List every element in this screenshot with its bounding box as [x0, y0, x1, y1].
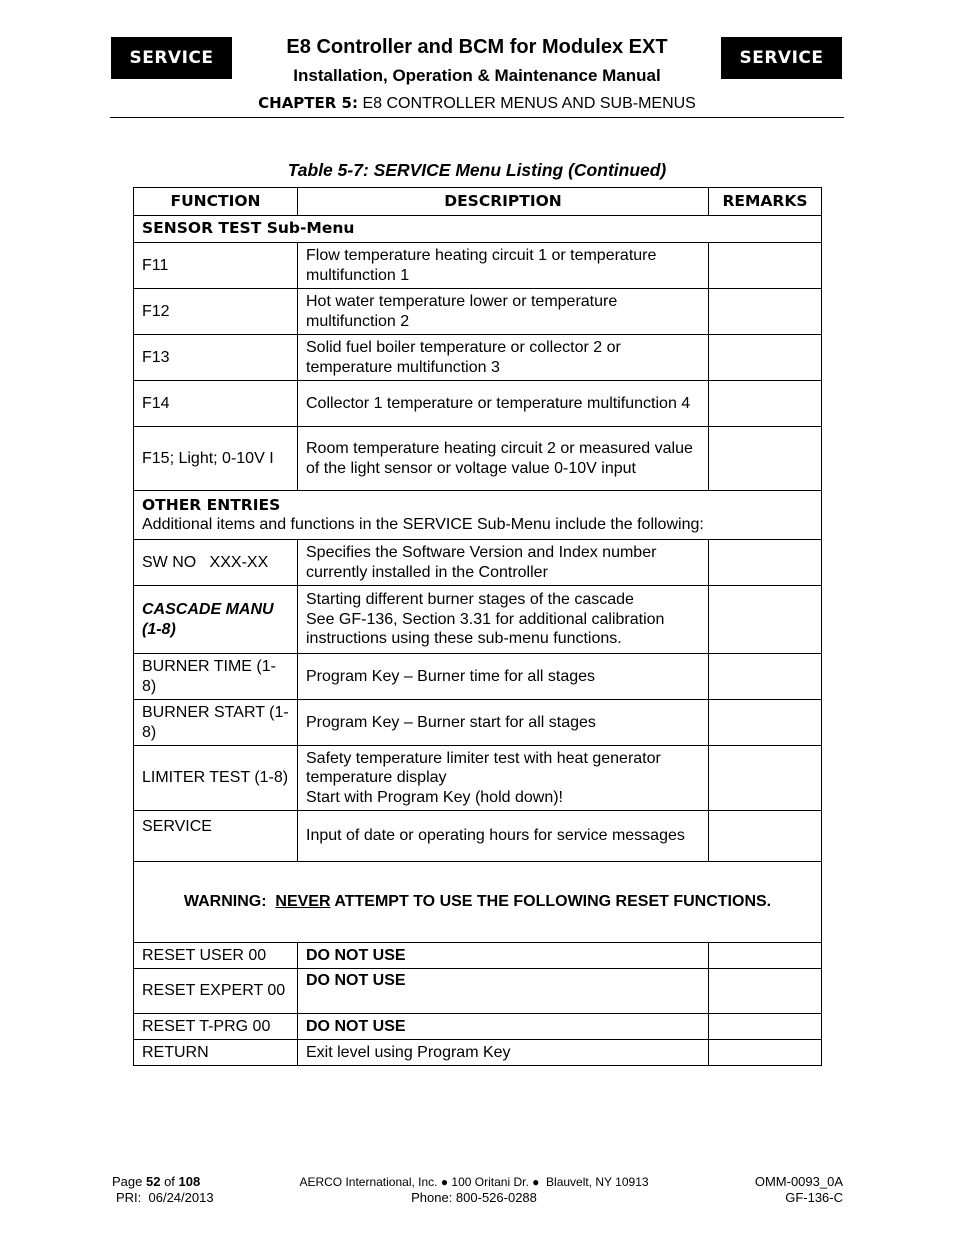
- table-row: [134, 969, 822, 1014]
- company-address: AERCO International, Inc. ● 100 Oritani Dr. ● Blauvelt, NY 10913: [299, 1175, 649, 1189]
- warning-cell: [134, 862, 822, 943]
- document-title: E8 Controller and BCM for Modulex EXT: [286, 36, 668, 58]
- remarks-cell: [709, 243, 822, 289]
- table-row: [134, 289, 822, 335]
- table-row: [134, 943, 822, 969]
- chapter-label: CHAPTER 5:: [258, 94, 358, 112]
- table-row: [134, 381, 822, 427]
- description-cell: [298, 586, 709, 654]
- remarks-cell: [709, 654, 822, 700]
- page-current: 52: [145, 1174, 161, 1189]
- limiter-instruction-line: Start with Program Key (hold down)!: [306, 788, 563, 806]
- service-badge-left: SERVICE: [111, 37, 232, 79]
- warning-emphasis: NEVER: [275, 893, 331, 911]
- remarks-cell: [709, 746, 822, 811]
- description-cell: Exit level using Program Key: [298, 1040, 709, 1066]
- table-caption: Table 5-7: SERVICE Menu Listing (Continued): [287, 160, 667, 180]
- warning-text: ATTEMPT TO USE THE FOLLOWING RESET FUNCTIONS.: [330, 893, 772, 911]
- remarks-cell: [709, 335, 822, 381]
- table-row: [134, 654, 822, 700]
- section-title-sensor-test: SENSOR TEST Sub-Menu: [134, 216, 822, 243]
- page-prefix: Page: [112, 1174, 146, 1189]
- table-row: [134, 700, 822, 746]
- function-cell: F13: [134, 335, 298, 381]
- page-total: 108: [178, 1174, 201, 1189]
- page-of: of: [160, 1174, 179, 1189]
- column-header-function: FUNCTION: [134, 188, 298, 216]
- function-cell: BURNER TIME (1-8): [134, 654, 298, 700]
- footer-doc-codes: [755, 1174, 843, 1206]
- function-cell: CASCADE MANU (1-8): [134, 586, 298, 654]
- table-row: [134, 335, 822, 381]
- table-row: [134, 746, 822, 811]
- table-row: [134, 540, 822, 586]
- function-cell: SERVICE: [134, 811, 298, 862]
- limiter-description-line: Safety temperature limiter test with heat generator temperature display: [306, 749, 661, 787]
- chapter-title: E8 CONTROLLER MENUS AND SUB-MENUS: [362, 95, 696, 112]
- function-cell: RESET USER 00: [134, 943, 298, 969]
- remarks-cell: [709, 943, 822, 969]
- function-cell: RETURN: [134, 1040, 298, 1066]
- service-menu-table: [133, 187, 822, 1066]
- remarks-cell: [709, 427, 822, 491]
- description-cell: Hot water temperature lower or temperature multifunction 2: [298, 289, 709, 335]
- function-cell: F11: [134, 243, 298, 289]
- section-title-other-entries: OTHER ENTRIES: [142, 495, 281, 514]
- description-cell: DO NOT USE: [298, 943, 709, 969]
- description-cell: Program Key – Burner start for all stages: [298, 700, 709, 746]
- description-cell: Collector 1 temperature or temperature multifunction 4: [298, 381, 709, 427]
- remarks-cell: [709, 1040, 822, 1066]
- table-row: [134, 427, 822, 491]
- function-cell: RESET T-PRG 00: [134, 1014, 298, 1040]
- table-row: [134, 243, 822, 289]
- document-code: OMM-0093_0A: [754, 1174, 843, 1189]
- column-header-remarks: REMARKS: [709, 188, 822, 216]
- description-cell: Program Key – Burner time for all stages: [298, 654, 709, 700]
- description-cell: Room temperature heating circuit 2 or measured value of the light sensor or voltage value 0-10V input: [298, 427, 709, 491]
- remarks-cell: [709, 381, 822, 427]
- remarks-cell: [709, 700, 822, 746]
- table-row: [134, 1040, 822, 1066]
- remarks-cell: [709, 540, 822, 586]
- function-cell: SW NO XXX-XX: [134, 540, 298, 586]
- table-row: [134, 811, 822, 862]
- service-badge-right: SERVICE: [721, 37, 842, 79]
- pri-date: PRI: 06/24/2013: [116, 1190, 214, 1205]
- gf-code: GF-136-C: [785, 1190, 843, 1205]
- cascade-description-line: Starting different burner stages of the cascade: [306, 591, 634, 609]
- function-cell: LIMITER TEST (1-8): [134, 746, 298, 811]
- other-entries-note: Additional items and functions in the SERVICE Sub-Menu include the following:: [142, 516, 704, 533]
- table-row: [134, 586, 822, 654]
- description-cell: [298, 746, 709, 811]
- warning-row: [134, 862, 822, 943]
- description-cell: Flow temperature heating circuit 1 or temperature multifunction 1: [298, 243, 709, 289]
- header-divider: [110, 117, 844, 118]
- document-subtitle: Installation, Operation & Maintenance Manual: [293, 66, 661, 85]
- section-row-other-entries: [134, 491, 822, 540]
- description-cell: Solid fuel boiler temperature or collector 2 or temperature multifunction 3: [298, 335, 709, 381]
- cascade-calibration-note: See GF-136, Section 3.31 for additional calibration instructions using these sub-menu functions.: [306, 610, 665, 648]
- function-cell: F12: [134, 289, 298, 335]
- other-entries-cell: [134, 491, 822, 540]
- function-cell: F15; Light; 0-10V I: [134, 427, 298, 491]
- description-cell: Input of date or operating hours for service messages: [298, 811, 709, 862]
- function-cell: RESET EXPERT 00: [134, 969, 298, 1014]
- description-cell: Specifies the Software Version and Index number currently installed in the Controller: [298, 540, 709, 586]
- chapter-heading: [0, 94, 954, 113]
- table-header-row: [134, 188, 822, 216]
- company-phone: Phone: 800-526-0288: [411, 1190, 537, 1205]
- column-header-description: DESCRIPTION: [298, 188, 709, 216]
- function-cell: BURNER START (1-8): [134, 700, 298, 746]
- description-cell: DO NOT USE: [298, 1014, 709, 1040]
- remarks-cell: [709, 811, 822, 862]
- remarks-cell: [709, 1014, 822, 1040]
- section-row-sensor-test: [134, 216, 822, 243]
- remarks-cell: [709, 289, 822, 335]
- description-cell: DO NOT USE: [298, 969, 709, 1014]
- function-cell: F14: [134, 381, 298, 427]
- remarks-cell: [709, 586, 822, 654]
- table-row: [134, 1014, 822, 1040]
- warning-prefix: WARNING:: [183, 893, 276, 911]
- remarks-cell: [709, 969, 822, 1014]
